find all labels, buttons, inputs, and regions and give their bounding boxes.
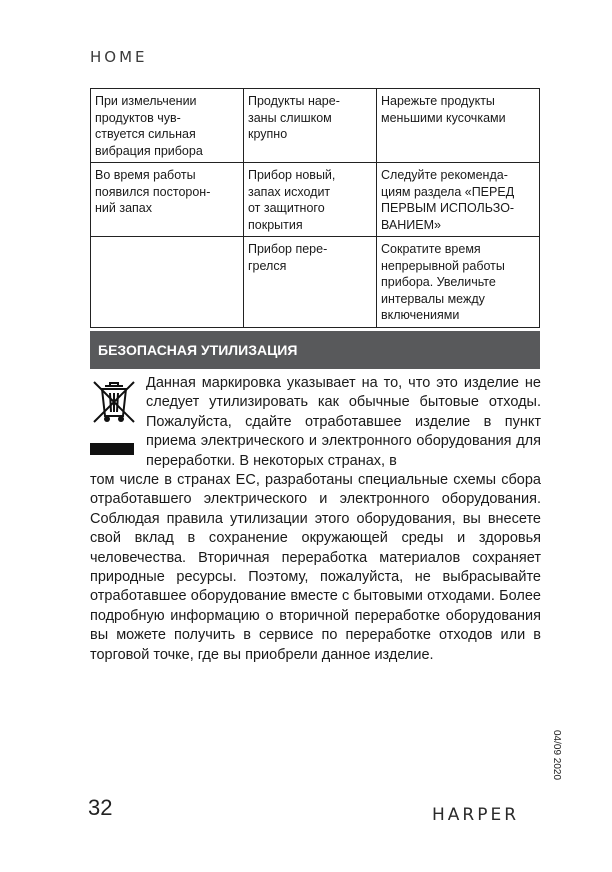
problem-cell: При измельчении продуктов чув- ствуется сильная вибрация прибора: [91, 89, 244, 163]
cause-cell: Прибор пере- грелся: [244, 237, 377, 328]
solution-cell: Сократите время непрерывной работы прибора. Увеличьте интервалы между включениями: [377, 237, 540, 328]
cause-cell: Прибор новый, запах исходит от защитного покрытия: [244, 163, 377, 237]
weee-marking-bar: [90, 443, 134, 455]
page-number: 32: [88, 795, 113, 820]
crossed-out-wheelie-bin-icon: [90, 378, 138, 426]
disposal-text: том числе в странах ЕС, разработаны специальные схемы сбора отработавшего электрического и электронного оборудования. Соблюдая правила утилизации этого оборудования, вы внесете свой вклад в сохранение окружающей среды и здоровья человечества. Вторичная переработка материалов сохраняет природные ресурсы. Поэтому, пожалуйста, не выбрасывайте отработавшее оборудование вместе с бытовыми отходами. Более подробную информацию о вторичной переработке оборудования вы можете получить в сервисе по переработке отходов или в торговой точке, где вы приобрели данное изделие.: [90, 472, 541, 663]
home-brand-logo: HOME: [90, 48, 148, 66]
cause-cell: Продукты наре- заны слишком крупно: [244, 89, 377, 163]
table-row: [91, 163, 540, 237]
troubleshooting-table: [90, 88, 540, 328]
table-row: [91, 89, 540, 163]
harper-brand-logo: HARPER: [432, 805, 520, 825]
solution-cell: Следуйте рекоменда- циям раздела «ПЕРЕД ПЕРВЫМ ИСПОЛЬЗО- ВАНИЕМ»: [377, 163, 540, 237]
document-code: 04/09 2020: [551, 730, 562, 781]
problem-cell: [91, 237, 244, 328]
table-row: [91, 237, 540, 328]
solution-cell: Нарежьте продукты меньшими кусочками: [377, 89, 540, 163]
section-heading: БЕЗОПАСНАЯ УТИЛИЗАЦИЯ: [90, 331, 540, 369]
problem-cell: Во время работы появился посторон- ний запах: [91, 163, 244, 237]
disposal-text-beside-icon: Данная маркировка указывает на то, что это изделие не следует утилизировать как обычные бытовые отходы. Пожалуйста, сдайте отработавшее изделие в пункт приема электрического и электронного оборудования для переработки. В некоторых странах, в: [146, 375, 541, 469]
